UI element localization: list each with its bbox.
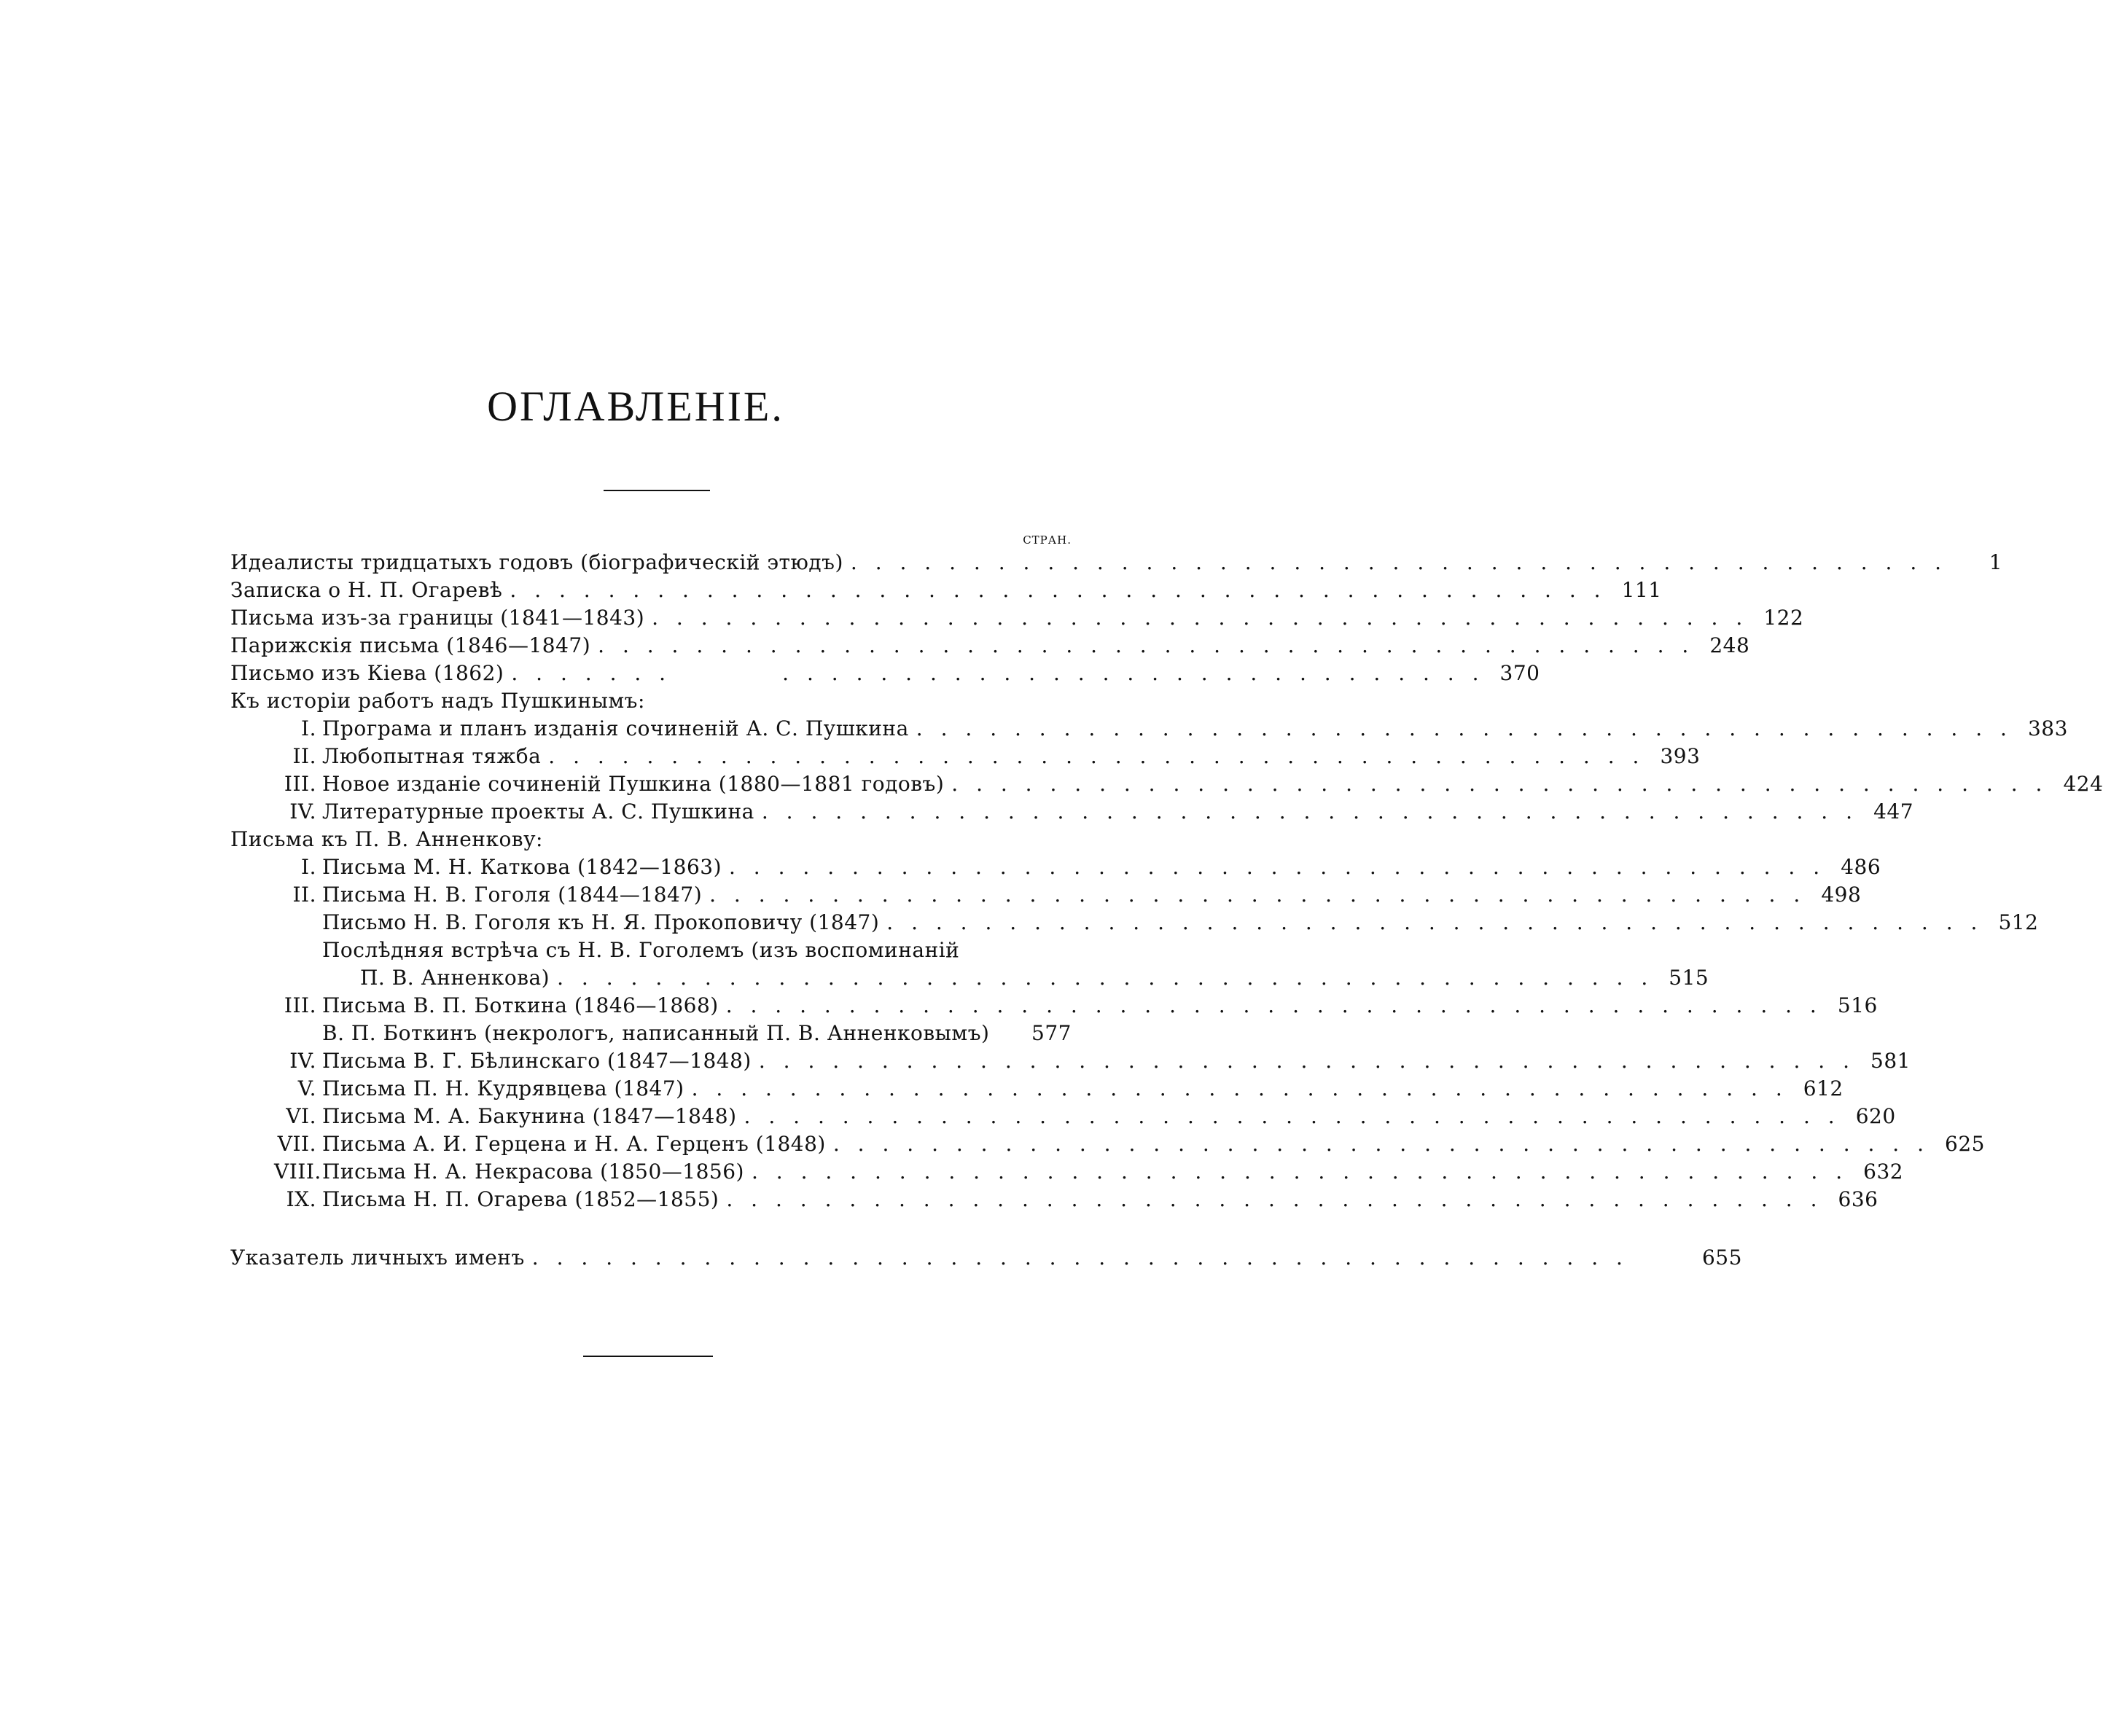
leader-dots: . . . . . . . . . . . . . . . . . . . . . . . . . . . . . . . . . . . . . . . . . . . . . <box>758 1049 1855 1073</box>
toc-entry-number: IV. <box>289 1049 316 1073</box>
toc-entry-page: 512 <box>1998 910 2039 934</box>
toc-entry <box>360 963 1709 993</box>
toc-entry-title: Идеалисты тридцатыхъ годовъ (біографическій этюдъ) <box>230 550 843 574</box>
leader-dots: . . . . . . . . . . . . . . . . . . . . . . . . . . . . . . . . . . . . . . . . . . . . . <box>729 855 1826 879</box>
toc-entry-title: В. П. Боткинъ (некрологъ, написанный П. В. Анненковымъ) <box>322 1021 990 1045</box>
leader-dots: . . . . . . . . . . . . . . . . . . . . . . . . . . . . . . . . . . . . . . . . . . . . . <box>548 744 1645 768</box>
leader-dots: . . . . . . . . . . . . . . . . . . . . . . . . . . . . . . . . . . . . . . . . . . . . . <box>709 883 1806 907</box>
toc-entry <box>274 991 1878 1020</box>
leader-dots: . . . . . . . . . . . . . . . . . . . . . . . . . . . . . . . . . . . . . . . . . . . . . <box>744 1104 1841 1128</box>
toc-entry-page: 581 <box>1870 1049 1911 1073</box>
toc-entry-page: 393 <box>1660 744 1701 768</box>
toc-entry-number: II. <box>292 744 316 768</box>
toc-entry <box>274 1102 1896 1131</box>
toc-entry-page: 122 <box>1763 606 1804 630</box>
page-title: ОГЛАВЛЕНІЕ. <box>487 383 784 430</box>
toc-entry-number: VIII. <box>274 1160 321 1184</box>
toc-section-heading <box>230 687 1072 716</box>
toc-entry-number: V. <box>297 1076 316 1100</box>
toc-entry <box>274 1157 1904 1186</box>
toc-entry <box>230 659 1540 688</box>
leader-dots: . . . . . . . . . . . . . . . . . . . . . . . . . . . . . . . . . . . . . . . . . . . . . <box>598 633 1695 657</box>
toc-entry-page: 498 <box>1821 883 1862 907</box>
toc-entry-page: 516 <box>1837 993 1878 1017</box>
toc-entry-title: Письмо Н. В. Гоголя къ Н. Я. Прокоповичу (1847) <box>322 910 880 934</box>
leader-dots: . . . . . . . . . . . . . . . . . . . . . . . . . . . . . . . . . . . . . . . . . . . . . <box>751 1160 1849 1184</box>
leader-dots: . . . . . . . . . . . . . . . . . . . . . . . . . . . . . . . . . . . . . . . . . . . . . <box>951 772 2048 796</box>
leader-dots: . . . . . . . . . . . . . . . . . . . . . . . . . . . . . . . . . . . . . . . . . . . . . <box>531 1246 1628 1270</box>
toc-entry <box>274 1185 1878 1214</box>
leader-dots: . . . . . . . . . . . . . . . . . . . . . . . . . . . . . . . . . . . . . . . . . . . . . <box>557 966 1654 990</box>
toc-entry <box>274 714 2068 743</box>
leader-dots: . . . . . . . . . . . . . . . . . . . . . . . . . . . . . . . . . . . . . . . . . . . . . <box>886 910 1983 934</box>
toc-entry-page: 424 <box>2063 772 2103 796</box>
leader-dots: . . . . . . . . . . . . . . . . . . . . . . . . . . . . . . . . . . . . . . . . . . . . . <box>510 578 1607 602</box>
toc-section-title: Къ исторіи работъ надъ Пушкинымъ: <box>230 689 645 713</box>
toc-entry-page: 636 <box>1838 1187 1878 1211</box>
toc-entry <box>230 548 2003 577</box>
toc-entry-title: Письма В. П. Боткина (1846—1868) <box>322 993 719 1017</box>
toc-entry-number: IV. <box>289 799 316 824</box>
toc-entry <box>274 880 1862 910</box>
leader-dots: . . . . . . . . . . . . . . . . . . . . . . . . . . . . . . . . . . . . . . . . . . . . . <box>726 1187 1823 1211</box>
leader-dots: . . . . . . . . . . . . . . . . . . . . . . . . . . . . . . . . . . . . <box>511 661 1485 685</box>
toc-entry-page: 1 <box>1989 550 2003 574</box>
page-column-header: СТРАН. <box>1023 533 1072 547</box>
toc-entry <box>274 742 1701 771</box>
toc-entry-title: Письма Н. А. Некрасова (1850—1856) <box>322 1160 744 1184</box>
toc-entry-title: Послѣдняя встрѣча съ Н. В. Гоголемъ (изъ воспоминаній <box>322 938 960 962</box>
toc-entry-page: 620 <box>1855 1104 1896 1128</box>
toc-entry-number: IX. <box>286 1187 316 1211</box>
toc-entry <box>230 1243 1742 1272</box>
toc-entry <box>274 853 1881 882</box>
toc-entry-title: Литературные проекты А. С. Пушкина <box>322 799 754 824</box>
toc-entry-number: III. <box>284 993 316 1017</box>
toc-entry-number: VI. <box>286 1104 316 1128</box>
toc-entry-number: I. <box>301 716 316 740</box>
toc-entry-title: Письма Н. В. Гоголя (1844—1847) <box>322 883 703 907</box>
toc-entry-page: 612 <box>1803 1076 1843 1100</box>
toc-section-title: Письма къ П. В. Анненкову: <box>230 827 543 851</box>
toc-entry-page: 625 <box>1945 1132 1985 1156</box>
closing-rule <box>583 1356 713 1357</box>
toc-entry-title: Письма М. Н. Каткова (1842—1863) <box>322 855 722 879</box>
toc-entry-page: 447 <box>1873 799 1914 824</box>
leader-dots: . . . . . . . . . . . . . . . . . . . . . . . . . . . . . . . . . . . . . . . . . . . . . <box>916 716 2013 740</box>
toc-entry-page: 515 <box>1669 966 1709 990</box>
toc-entry-number: I. <box>301 855 316 879</box>
toc-entry <box>322 908 2039 937</box>
toc-entry-title: Письма Н. П. Огарева (1852—1855) <box>322 1187 719 1211</box>
toc-entry-title: Письма П. Н. Кудрявцева (1847) <box>322 1076 684 1100</box>
toc-entry-title: Письмо изъ Кіева (1862) <box>230 661 504 685</box>
leader-dots: . . . . . . . . . . . . . . . . . . . . . . . . . . . . . . . . . . . . . . . . . . . . . <box>725 993 1822 1017</box>
toc-entry-page: 632 <box>1863 1160 1904 1184</box>
toc-entry-page: 486 <box>1841 855 1881 879</box>
toc-entry-title: Парижскія письма (1846—1847) <box>230 633 591 657</box>
toc-entry <box>274 797 1914 826</box>
toc-entry <box>230 631 1750 660</box>
toc-entry-page: 370 <box>1499 661 1540 685</box>
toc-entry-title: Любопытная тяжба <box>322 744 542 768</box>
toc-entry-number: III. <box>284 772 316 796</box>
leader-dots: . . . . . . . . . . . . . . . . . . . . . . . . . . . . . . . . . . . . . . . . . . . . . <box>832 1132 1930 1156</box>
toc-entry-page: 577 <box>1031 1021 1072 1045</box>
toc-entry <box>322 936 1072 965</box>
toc-entry-title: Письма А. И. Герцена и Н. А. Герценъ (1848) <box>322 1132 826 1156</box>
toc-entry-title: П. В. Анненкова) <box>360 966 550 990</box>
toc-entry <box>274 1130 1985 1159</box>
toc-entry-title: Письма М. А. Бакунина (1847—1848) <box>322 1104 737 1128</box>
toc-entry <box>274 1047 1911 1076</box>
toc-entry <box>230 603 1804 633</box>
toc-entry-number: VII. <box>277 1132 316 1156</box>
toc-entry-page: 248 <box>1709 633 1750 657</box>
leader-dots: . . . . . . . . . . . . . . . . . . . . . . . . . . . . . . . . . . . . . . . . . . . . . <box>761 799 1859 824</box>
toc-entry-title: Новое изданіе сочиненій Пушкина (1880—1881 годовъ) <box>322 772 945 796</box>
toc-entry-page: 111 <box>1621 578 1662 602</box>
toc-entry-page: 383 <box>2027 716 2068 740</box>
toc-entry-page: 655 <box>1701 1246 1742 1270</box>
toc-entry <box>230 576 1662 605</box>
toc-entry-title: Письма В. Г. Бѣлинскаго (1847—1848) <box>322 1049 752 1073</box>
leader-dots: . . . . . . . . . . . . . . . . . . . . . . . . . . . . . . . . . . . . . . . . . . . . . <box>652 606 1749 630</box>
leader-dots: . . . . . . . . . . . . . . . . . . . . . . . . . . . . . . . . . . . . . . . . . . . . . <box>691 1076 1788 1100</box>
toc-entry-title: Програма и планъ изданія сочиненій А. С. Пушкина <box>322 716 909 740</box>
toc-entry <box>274 1074 1843 1103</box>
toc-entry-title: Указатель личныхъ именъ <box>230 1246 525 1270</box>
toc-entry <box>274 770 2103 799</box>
toc-entry-title: Письма изъ-за границы (1841—1843) <box>230 606 645 630</box>
toc-entry-number: II. <box>292 883 316 907</box>
leader-dots: . . . . . . . . . . . . . . . . . . . . . . . . . . . . . . . . . . . . . . . . . . . . . <box>850 550 1948 574</box>
toc-entry-title: Записка о Н. П. Огаревѣ <box>230 578 503 602</box>
toc-entry <box>322 1019 1072 1048</box>
toc-section-heading <box>230 825 1072 854</box>
